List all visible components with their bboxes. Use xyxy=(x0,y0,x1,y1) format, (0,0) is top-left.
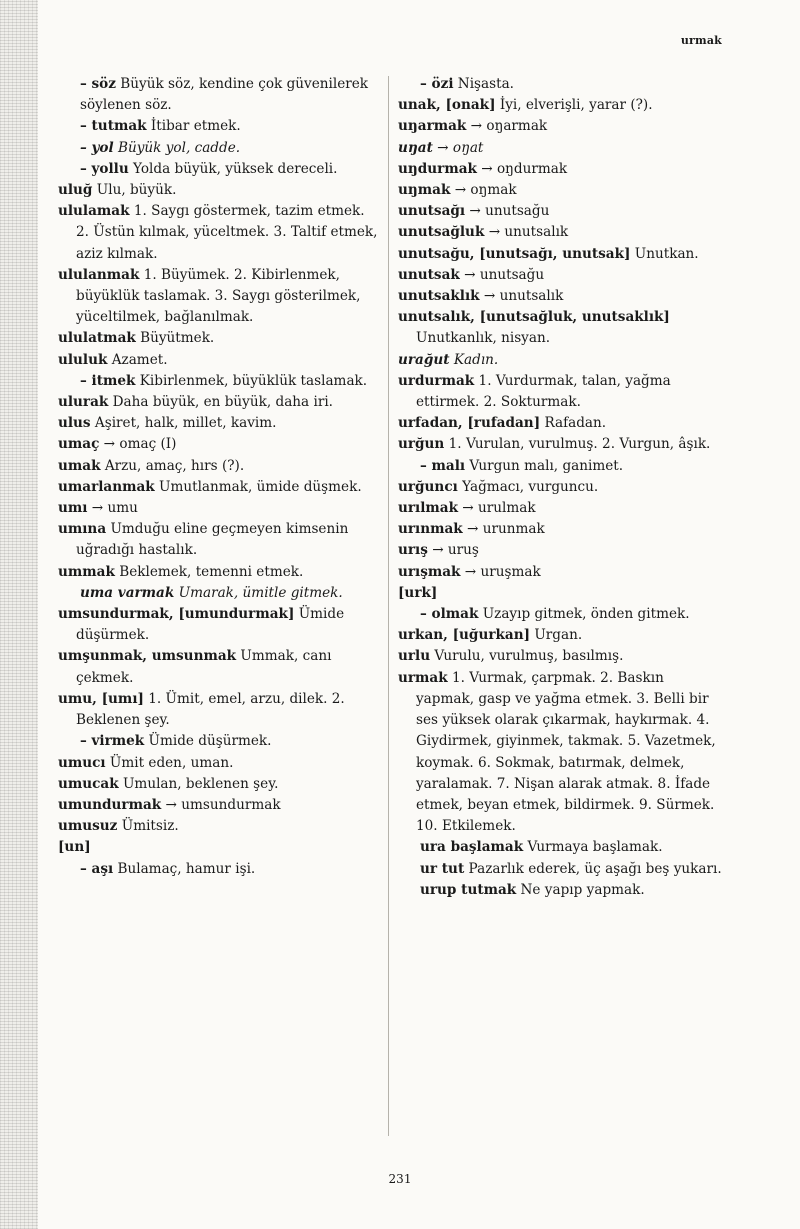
dictionary-entry xyxy=(398,837,724,858)
entry-definition: 1. Vurdurmak, talan, yağma ettirmek. 2. Sokturmak. xyxy=(416,372,671,411)
dictionary-entry xyxy=(58,138,380,159)
entry-headword: unak, [onak] xyxy=(398,97,496,114)
dictionary-entry xyxy=(58,413,380,434)
dictionary-entry xyxy=(398,138,724,159)
entry-headword: umusuz xyxy=(58,818,118,835)
entry-headword: – tutmak xyxy=(80,118,147,135)
dictionary-entry xyxy=(58,816,380,837)
dictionary-entry xyxy=(398,286,724,307)
entry-definition: Kibirlenmek, büyüklük taslamak. xyxy=(135,372,368,389)
entry-headword: urılmak xyxy=(398,500,458,517)
dictionary-entry xyxy=(58,116,380,137)
entry-definition: Umutlanmak, ümide düşmek. xyxy=(154,478,362,495)
entry-headword: urmak xyxy=(398,669,448,686)
entry-definition: Umduğu eline geçmeyen kimsenin uğradığı hastalık. xyxy=(76,521,349,559)
entry-definition: Unutkanlık, nisyan. xyxy=(416,330,551,347)
entry-definition: → oŋmak xyxy=(450,182,517,199)
entry-headword: ura başlamak xyxy=(420,839,524,856)
entry-headword: ur tut xyxy=(420,860,465,877)
entry-headword: uŋdurmak xyxy=(398,160,477,177)
dictionary-entry xyxy=(58,456,380,477)
entry-headword: ululanmak xyxy=(58,266,140,283)
dictionary-entry xyxy=(398,350,724,371)
entry-headword: – aşı xyxy=(80,860,114,877)
dictionary-entry xyxy=(58,859,380,880)
dictionary-entry xyxy=(398,244,724,265)
entry-definition: Beklemek, temenni etmek. xyxy=(114,563,304,580)
entry-definition: → uruş xyxy=(427,542,479,559)
dictionary-entry xyxy=(398,180,724,201)
entry-definition: 1. Büyümek. 2. Kibirlenmek, büyüklük taslamak. 3. Saygı gösterilmek, yüceltilmek, bağlanılmak. xyxy=(76,266,361,326)
entry-headword: umucı xyxy=(58,754,106,771)
entry-definition: Ümide düşürmek. xyxy=(76,606,345,644)
entry-definition: Nişasta. xyxy=(453,76,514,92)
entry-definition: Unutkan. xyxy=(630,245,699,262)
dictionary-entry xyxy=(398,116,724,137)
dictionary-entry xyxy=(58,604,380,646)
entry-headword: – itmek xyxy=(80,372,136,389)
entry-headword: urğuncı xyxy=(398,478,458,495)
entry-definition: 1. Ümit, emel, arzu, dilek. 2. Beklenen şey. xyxy=(76,690,345,729)
entry-headword: – yollu xyxy=(80,160,129,177)
right-column xyxy=(398,74,724,901)
entry-definition: → umu xyxy=(87,500,138,517)
entry-definition: Ümit eden, uman. xyxy=(105,754,234,771)
dictionary-entry xyxy=(58,646,380,688)
entry-headword: unutsağı xyxy=(398,203,466,220)
entry-definition: Vurulu, vurulmuş, basılmış. xyxy=(430,648,624,665)
entry-definition: → umsundurmak xyxy=(161,796,281,813)
dictionary-entry xyxy=(398,201,724,222)
entry-definition: Yolda büyük, yüksek dereceli. xyxy=(128,160,338,177)
dictionary-entry xyxy=(58,753,380,774)
entry-headword: unutsağu, [unutsağı, unutsak] xyxy=(398,245,631,262)
entry-headword: uma varmak xyxy=(80,584,175,601)
entry-headword: unutsalık, [unutsağluk, unutsaklık] xyxy=(398,309,670,326)
entry-headword: urfadan, [rufadan] xyxy=(398,415,541,432)
dictionary-entry xyxy=(398,646,724,667)
entry-definition: Yağmacı, vurguncu. xyxy=(457,478,599,495)
dictionary-entry xyxy=(398,668,724,838)
entry-definition: Ne yapıp yapmak. xyxy=(516,881,645,898)
left-column xyxy=(58,74,380,880)
entry-headword: – özi xyxy=(420,76,454,92)
entry-headword: urup tutmak xyxy=(420,881,517,898)
dictionary-entry xyxy=(398,307,724,349)
entry-headword: umak xyxy=(58,457,101,474)
entry-headword: uŋarmak xyxy=(398,118,467,135)
entry-definition: Daha büyük, en büyük, daha iri. xyxy=(108,394,333,411)
entry-headword: umu, [umı] xyxy=(58,690,144,707)
entry-definition: Kadın. xyxy=(449,351,499,368)
dictionary-entry xyxy=(398,562,724,583)
dictionary-entry xyxy=(58,265,380,329)
entry-definition: 1. Vurmak, çarpmak. 2. Baskın yapmak, gasp ve yağma etmek. 3. Belli bir ses yüksek olarak çıkarmak, haykırmak. 4. Giydirmek, giyinmek, takmak. 5. Vazetmek, koymak. 6. Sokmak, batırmak, delmek, yaralamak. 7. Nişan alarak atmak. 8. İfade etmek, beyan etmek, bildirmek. 9. Sürmek. 10. Etkilemek. xyxy=(416,669,716,835)
dictionary-entry xyxy=(398,222,724,243)
entry-headword: – malı xyxy=(420,457,466,474)
entry-headword: urağut xyxy=(398,351,450,368)
entry-definition: Arzu, amaç, hırs (?). xyxy=(100,457,245,474)
dictionary-entry xyxy=(58,837,380,858)
entry-headword: urkan, [uğurkan] xyxy=(398,627,531,644)
dictionary-entry xyxy=(398,371,724,413)
entry-definition: 1. Saygı göstermek, tazim etmek. 2. Üstün kılmak, yüceltmek. 3. Taltif etmek, aziz kılmak. xyxy=(76,203,378,262)
entry-headword: urdurmak xyxy=(398,372,475,389)
dictionary-entry xyxy=(58,774,380,795)
entry-definition: Umulan, beklenen şey. xyxy=(118,775,279,792)
dictionary-entry xyxy=(58,477,380,498)
entry-headword: urlu xyxy=(398,648,431,665)
dictionary-entry xyxy=(398,159,724,180)
dictionary-entry xyxy=(58,350,380,371)
entry-definition: → omaç (I) xyxy=(99,436,177,453)
dictionary-entry xyxy=(58,328,380,349)
entry-headword: umucak xyxy=(58,775,119,792)
entry-definition: → unutsalık xyxy=(479,288,564,305)
entry-headword: umına xyxy=(58,521,107,538)
entry-definition: 1. Vurulan, vurulmuş. 2. Vurgun, âşık. xyxy=(444,436,711,453)
entry-definition: Ummak, canı çekmek. xyxy=(76,648,332,686)
entry-definition: İyi, elverişli, yarar (?). xyxy=(495,97,653,114)
entry-definition: → urulmak xyxy=(457,500,536,517)
dictionary-entry xyxy=(58,689,380,731)
entry-headword: umarlanmak xyxy=(58,478,155,495)
entry-headword: ululatmak xyxy=(58,330,136,347)
dictionary-entry xyxy=(398,859,724,880)
dictionary-entry xyxy=(398,456,724,477)
entry-definition: Ulu, büyük. xyxy=(92,182,177,199)
running-header: urmak xyxy=(680,34,722,47)
entry-headword: urğun xyxy=(398,436,445,453)
dictionary-entry xyxy=(398,583,724,604)
entry-headword: unutsak xyxy=(398,266,460,283)
dictionary-entry xyxy=(398,74,724,95)
entry-headword: unutsağluk xyxy=(398,224,485,241)
dictionary-entry xyxy=(58,731,380,752)
page-number: 231 xyxy=(388,1172,412,1186)
entry-headword: urışmak xyxy=(398,563,461,580)
entry-definition: → unutsağu xyxy=(459,266,545,283)
entry-definition: Büyütmek. xyxy=(135,330,215,347)
dictionary-entry xyxy=(398,625,724,646)
entry-definition: Ümitsiz. xyxy=(117,818,179,835)
dictionary-entry xyxy=(58,201,380,265)
entry-headword: ululuk xyxy=(58,351,108,368)
entry-headword: – söz xyxy=(80,76,116,92)
entry-headword: urınmak xyxy=(398,521,463,538)
dictionary-entry xyxy=(398,540,724,561)
entry-headword: urış xyxy=(398,542,428,559)
entry-headword: unutsaklık xyxy=(398,288,480,305)
dictionary-entry xyxy=(398,880,724,901)
entry-definition: → uruşmak xyxy=(460,563,541,580)
entry-definition: → oŋarmak xyxy=(466,118,548,135)
entry-definition: → oŋdurmak xyxy=(476,160,568,177)
entry-definition: → urunmak xyxy=(462,521,545,538)
entry-definition: → oŋat xyxy=(432,139,484,156)
dictionary-entry xyxy=(58,371,380,392)
entry-definition: İtibar etmek. xyxy=(146,118,241,135)
entry-headword: umaç xyxy=(58,436,100,453)
entry-definition: Büyük yol, cadde. xyxy=(113,139,241,156)
dictionary-entry xyxy=(58,434,380,455)
dictionary-entry xyxy=(58,519,380,561)
dictionary-entry xyxy=(398,265,724,286)
dictionary-entry xyxy=(58,583,380,604)
dictionary-entry xyxy=(58,392,380,413)
dictionary-entry xyxy=(58,562,380,583)
column-divider xyxy=(388,76,389,1136)
entry-definition: → unutsağu xyxy=(465,203,550,220)
entry-definition: Ümide düşürmek. xyxy=(144,733,272,750)
dictionary-entry xyxy=(398,604,724,625)
dictionary-entry xyxy=(398,477,724,498)
dictionary-entry xyxy=(398,434,724,455)
dictionary-entry xyxy=(398,519,724,540)
entry-headword: ululamak xyxy=(58,203,130,220)
entry-definition: Umarak, ümitle gitmek. xyxy=(174,584,343,601)
entry-headword: uluğ xyxy=(58,182,93,199)
entry-definition: Pazarlık ederek, üç aşağı beş yukarı. xyxy=(464,860,722,877)
scanned-page-edge xyxy=(0,0,38,1229)
entry-headword: umşunmak, umsunmak xyxy=(58,648,237,665)
entry-headword: – olmak xyxy=(420,606,479,623)
entry-definition: Uzayıp gitmek, önden gitmek. xyxy=(478,606,690,623)
entry-headword: ulus xyxy=(58,415,91,432)
entry-definition: Azamet. xyxy=(107,351,168,368)
entry-headword: uŋmak xyxy=(398,182,451,199)
entry-headword: ummak xyxy=(58,563,115,580)
dictionary-entry xyxy=(58,180,380,201)
entry-definition: Urgan. xyxy=(530,627,583,644)
entry-headword: [urk] xyxy=(398,584,438,601)
entry-headword: – yol xyxy=(80,139,114,156)
dictionary-entry xyxy=(58,159,380,180)
dictionary-entry xyxy=(58,795,380,816)
entry-headword: ulurak xyxy=(58,394,109,411)
entry-definition: Bulamaç, hamur işi. xyxy=(113,860,256,877)
entry-headword: uŋat xyxy=(398,139,433,156)
entry-definition: Vurgun malı, ganimet. xyxy=(465,457,624,474)
entry-definition: Rafadan. xyxy=(540,415,607,432)
dictionary-entry xyxy=(398,498,724,519)
entry-headword: umı xyxy=(58,500,88,517)
dictionary-entry xyxy=(58,74,380,116)
entry-definition: Büyük söz, kendine çok güvenilerek söylenen söz. xyxy=(80,76,369,114)
entry-headword: – virmek xyxy=(80,733,145,750)
entry-definition: Vurmaya başlamak. xyxy=(523,839,663,856)
dictionary-entry xyxy=(398,413,724,434)
entry-definition: → unutsalık xyxy=(484,224,569,241)
dictionary-entry xyxy=(398,95,724,116)
entry-definition: Aşiret, halk, millet, kavim. xyxy=(90,415,277,432)
dictionary-entry xyxy=(58,498,380,519)
entry-headword: umsundurmak, [umundurmak] xyxy=(58,606,295,623)
entry-headword: umundurmak xyxy=(58,796,162,813)
entry-headword: [un] xyxy=(58,839,91,856)
